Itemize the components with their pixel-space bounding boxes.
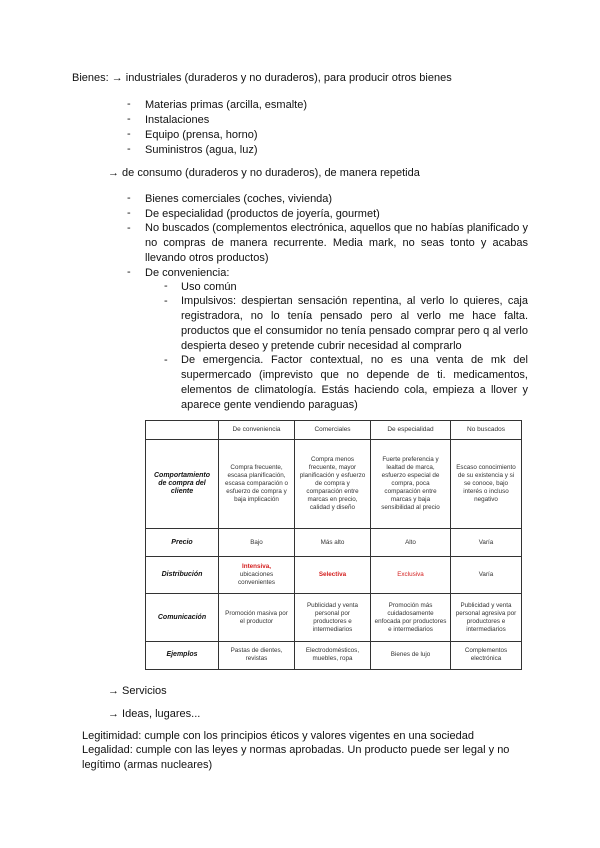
- table-corner: [146, 421, 219, 440]
- table-cell: Publicidad y venta personal por productores e intermediarios: [295, 594, 371, 642]
- table-row: [146, 594, 522, 642]
- list-item: Suministros (agua, luz): [145, 144, 258, 156]
- list-item: De especialidad (productos de joyería, gourmet): [145, 208, 380, 220]
- list-item: Materias primas (arcilla, esmalte): [145, 99, 307, 111]
- list-dash: -: [164, 280, 168, 292]
- table-cell: Promoción más cuidadosamente enfocada por productores e intermediarios: [371, 594, 451, 642]
- list-item: Instalaciones: [145, 114, 210, 126]
- sub-list-item: Impulsivos: despiertan sensación repentina, al verlo lo quieres, caja registradora, no lo tenía pensado pero al verlo me hace falta. productos que el consumidor no tenía pensado comprar pero q al verlo despierta deseo y pretende cubrir necesidad al comprarlo: [181, 295, 528, 352]
- table-cell: Promoción masiva por el productor: [219, 594, 295, 642]
- consumo-heading: → de consumo (duraderos y no duraderos), de manera repetida: [108, 167, 420, 179]
- list-dash: -: [127, 222, 131, 234]
- legitimidad-line: Legitimidad: cumple con los principios éticos y valores vigentes en una sociedad: [82, 730, 474, 742]
- table-cell: Bajo: [219, 529, 295, 557]
- list-item: De conveniencia:: [145, 267, 230, 279]
- list-dash: -: [127, 207, 131, 219]
- table-cell: Pastas de dientes, revistas: [219, 641, 295, 669]
- goods-comparison-table: [145, 420, 521, 670]
- sub-list-item: Uso común: [181, 281, 237, 293]
- table-cell: Escaso conocimiento de su existencia y si se conoce, bajo interés o incluso negativo: [451, 440, 522, 529]
- table-cell: Selectiva: [295, 557, 371, 594]
- table-cell: Fuerte preferencia y lealtad de marca, esfuerzo especial de compra, poca comparación entre marcas y baja sensibilidad al precio: [371, 440, 451, 529]
- table-cell: [219, 557, 295, 594]
- table-cell: Varía: [451, 557, 522, 594]
- list-dash: -: [127, 266, 131, 278]
- table-row: [146, 557, 522, 594]
- column-header: No buscados: [451, 421, 522, 440]
- table-cell: Compra frecuente, escasa planificación, escasa comparación o esfuerzo de compra y baja implicación: [219, 440, 295, 529]
- ideas-line: → Ideas, lugares...: [108, 708, 201, 720]
- list-dash: -: [127, 143, 131, 155]
- list-dash: -: [127, 192, 131, 204]
- table-row: [146, 641, 522, 669]
- list-dash: -: [164, 354, 168, 366]
- bienes-heading: Bienes: → industriales (duraderos y no duraderos), para producir otros bienes: [72, 72, 452, 84]
- column-header: Comerciales: [295, 421, 371, 440]
- table-cell: Alto: [371, 529, 451, 557]
- row-header: Precio: [146, 529, 219, 557]
- table-cell: Publicidad y venta personal agresiva por productores e intermediarios: [451, 594, 522, 642]
- list-dash: -: [127, 98, 131, 110]
- table-cell: Complementos electrónica: [451, 641, 522, 669]
- distribution-highlight: Intensiva,: [241, 563, 272, 571]
- list-item: Equipo (prensa, horno): [145, 129, 258, 141]
- list-dash: -: [127, 113, 131, 125]
- table-cell: Compra menos frecuente, mayor planificación y esfuerzo de compra y comparación entre marcas en precio, calidad y diseño: [295, 440, 371, 529]
- row-header: Comunicación: [146, 594, 219, 642]
- list-item: No buscados (complementos electrónica, aquellos que no habías planificado y no compras de manera recurrente. Media mark, no seas tonto y acabas llevando otros productos): [145, 222, 528, 264]
- row-header: Ejemplos: [146, 641, 219, 669]
- table-cell: Electrodomésticos, muebles, ropa: [295, 641, 371, 669]
- table-cell: Varía: [451, 529, 522, 557]
- list-dash: -: [164, 295, 168, 307]
- column-header: De especialidad: [371, 421, 451, 440]
- table-cell: Bienes de lujo: [371, 641, 451, 669]
- row-header: Comportamiento de compra del cliente: [146, 440, 219, 529]
- list-item: Bienes comerciales (coches, vivienda): [145, 193, 333, 205]
- table-cell: Más alto: [295, 529, 371, 557]
- table-row: [146, 440, 522, 529]
- servicios-line: → Servicios: [108, 685, 167, 697]
- table-row: [146, 529, 522, 557]
- list-dash: -: [127, 128, 131, 140]
- table-cell: Exclusiva: [371, 557, 451, 594]
- sub-list-item: De emergencia. Factor contextual, no es una venta de mk del supermercado (imprevisto que no depende de ti. medicamentos, elementos de climatología. Estás haciendo cola, empieza a llover y aparece gente vendiendo paraguas): [181, 354, 528, 411]
- legalidad-line: Legalidad: cumple con las leyes y normas aprobadas. Un producto puede ser legal y no legítimo (armas nucleares): [82, 744, 510, 771]
- distribution-detail: ubicaciones convenientes: [237, 571, 276, 587]
- column-header: De conveniencia: [219, 421, 295, 440]
- row-header: Distribución: [146, 557, 219, 594]
